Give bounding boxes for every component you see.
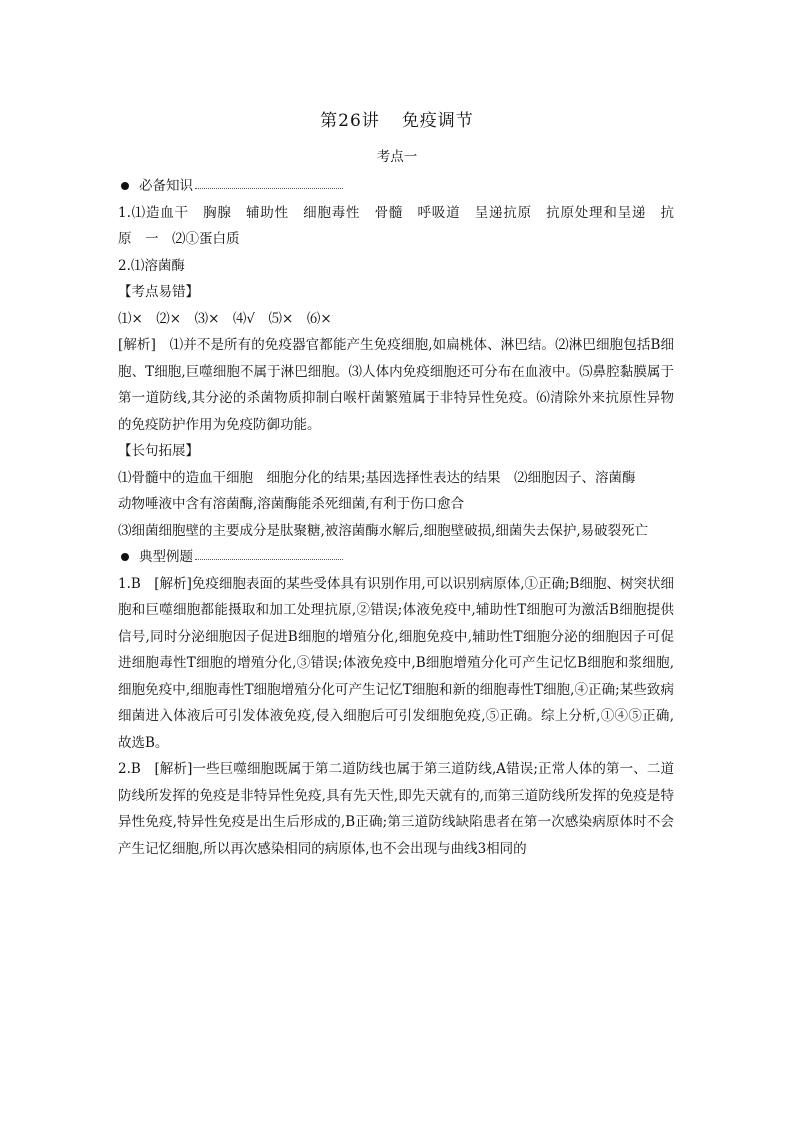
answer-line: 动物唾液中含有溶菌酶,溶菌酶能杀死细菌,有利于伤口愈合 (118, 496, 465, 512)
subsection-heading: 【长句拓展】 (118, 443, 199, 459)
example-answer: 2.B [解析]一些巨噬细胞既属于第二道防线也属于第三道防线,A错误;正常人体的第一、二道防线所发挥的免疫是非特异性免疫,具有先天性,即先天就有的,而第三道防线所发挥的免疫是特异性免疫,特异性免疫是出生后形成的,B正确;第三道防线缺陷患者在第一次感染病原体时不会产生记忆细胞,所以再次感染相同的病原体,也不会出现与曲线3相同的 (118, 761, 674, 857)
bullet-icon (121, 182, 129, 190)
section-must-know (118, 173, 674, 200)
answer-line: 1.⑴造血干 胸腺 辅助性 细胞毒性 骨髓 呼吸道 呈递抗原 抗原处理和呈递 抗 (118, 204, 674, 221)
answer-line: 原 一 ⑵①蛋白质 (118, 231, 240, 247)
answer-line: ⑴骨髓中的造血干细胞 细胞分化的结果;基因选择性表达的结果 ⑵细胞因子、溶菌酶 (118, 469, 636, 486)
dotted-divider (195, 188, 343, 189)
section-label: 必备知识 (139, 178, 193, 194)
section-label: 典型例题 (139, 549, 193, 565)
dotted-divider (195, 559, 343, 560)
page-subtitle: 考点一 (376, 149, 418, 165)
lecture-topic: 免疫调节 (401, 111, 474, 131)
answer-line: ⑴× ⑵× ⑶× ⑷√ ⑸× ⑹× (118, 310, 332, 327)
explanation-paragraph: ⑶细菌细胞壁的主要成分是肽聚糖,被溶菌酶水解后,细胞壁破损,细菌失去保护,易破裂死亡 (118, 522, 649, 539)
section-typical-examples (118, 544, 674, 571)
bullet-icon (121, 553, 129, 561)
lecture-number: 第26讲 (320, 111, 380, 131)
answer-line: 2.⑴溶菌酶 (118, 257, 185, 274)
answer-content (118, 173, 674, 862)
page-title (0, 106, 794, 131)
subsection-heading: 【考点易错】 (118, 284, 199, 300)
explanation-paragraph: [解析] ⑴并不是所有的免疫器官都能产生免疫细胞,如扁桃体、淋巴结。⑵淋巴细胞包括B细胞、T细胞,巨噬细胞不属于淋巴细胞。⑶人体内免疫细胞还可分布在血液中。⑸鼻腔黏膜属于第一道防线,其分泌的杀菌物质抑制白喉杆菌繁殖属于非特异性免疫。⑹清除外来抗原性异物的免疫防护作用为免疫防御功能。 (118, 337, 674, 433)
example-answer: 1.B [解析]免疫细胞表面的某些受体具有识别作用,可以识别病原体,①正确;B细胞、树突状细胞和巨噬细胞都能摄取和加工处理抗原,②错误;体液免疫中,辅助性T细胞可为激活B细胞提供信号,同时分泌细胞因子促进B细胞的增殖分化,细胞免疫中,辅助性T细胞分泌的细胞因子可促进细胞毒性T细胞的增殖分化,③错误;体液免疫中,B细胞增殖分化可产生记忆B细胞和浆细胞,细胞免疫中,细胞毒性T细胞增殖分化可产生记忆T细胞和新的细胞毒性T细胞,④正确;某些致病细菌进入体液后可引发体液免疫,侵入细胞后可引发细胞免疫,⑤正确。综上分析,①④⑤正确,故选B。 (118, 575, 674, 751)
